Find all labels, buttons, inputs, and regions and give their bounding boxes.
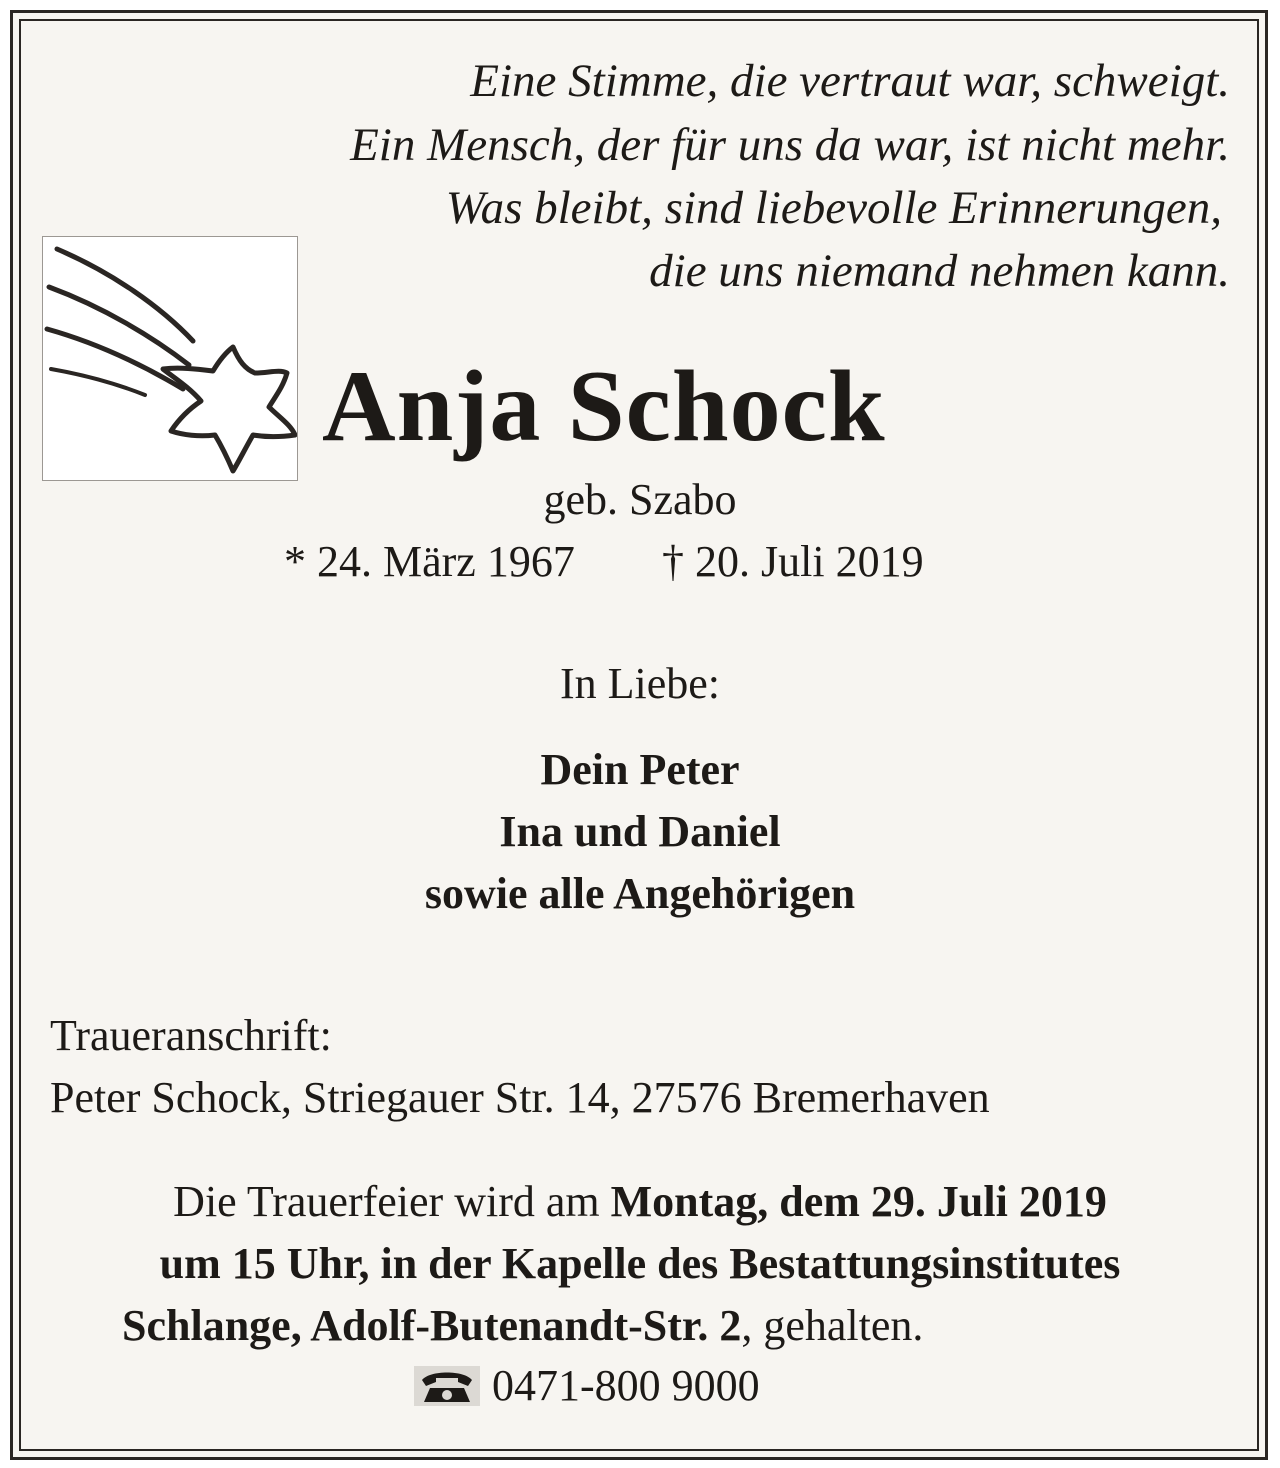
birth-name: geb. Szabo (543, 475, 737, 524)
birth-date: * 24. März 1967 (284, 537, 575, 586)
ceremony-line-1 (0, 1176, 1280, 1227)
mourner-name-2: Ina und Daniel (499, 807, 781, 856)
poem-line-4: die uns niemand nehmen kann. (649, 245, 1230, 297)
shooting-star-icon (42, 236, 298, 481)
poem-line-1: Eine Stimme, die vertraut war, schweigt. (470, 55, 1230, 107)
phone-number: 0471-800 9000 (492, 1361, 760, 1410)
poem-line-2: Ein Mensch, der für uns da war, ist nicht mehr. (350, 119, 1230, 171)
mourner-name-1: Dein Peter (540, 745, 740, 794)
poem-line-3: Was bleibt, sind liebevolle Erinnerungen, (445, 182, 1222, 234)
ceremony-date: Montag, dem 29. Juli 2019 (610, 1177, 1107, 1226)
telephone-icon (414, 1366, 480, 1406)
address-label: Traueranschrift: (50, 1011, 332, 1060)
deceased-name: Anja Schock (322, 350, 886, 463)
mourner-name-3: sowie alle Angehörigen (424, 869, 856, 918)
ceremony-location: Schlange, Adolf-Butenandt-Str. 2 (122, 1301, 742, 1350)
address-line: Peter Schock, Striegauer Str. 14, 27576 Bremerhaven (50, 1073, 990, 1122)
ceremony-intro: Die Trauerfeier wird am (173, 1177, 611, 1226)
death-date: † 20. Juli 2019 (662, 537, 924, 586)
ceremony-closing: , gehalten. (741, 1301, 924, 1350)
ceremony-line-2: um 15 Uhr, in der Kapelle des Bestattungsinstitutes (159, 1239, 1121, 1288)
ceremony-line-3 (122, 1300, 923, 1351)
phone-row (414, 1360, 760, 1410)
mourners-intro: In Liebe: (559, 659, 721, 708)
